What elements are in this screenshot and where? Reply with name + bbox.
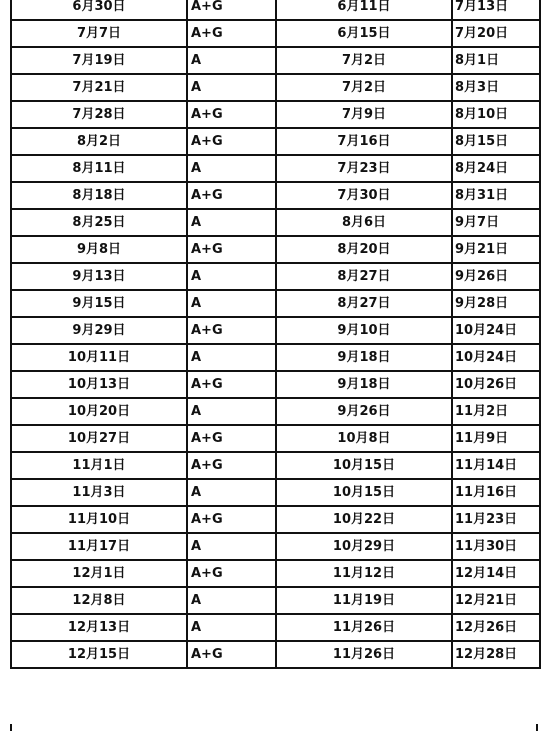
- date-cell-col4: 8月1日: [452, 47, 540, 74]
- type-cell-col2: A+G: [187, 182, 276, 209]
- date-cell-col3: 6月15日: [276, 20, 452, 47]
- date-cell-col3: 9月26日: [276, 398, 452, 425]
- date-cell-col1: 10月11日: [11, 344, 187, 371]
- type-cell-col2: A: [187, 587, 276, 614]
- type-cell-col2: A: [187, 344, 276, 371]
- type-cell-col2: A+G: [187, 560, 276, 587]
- table-row: [11, 263, 540, 290]
- date-cell-col4: 12月14日: [452, 560, 540, 587]
- type-cell-col2: A+G: [187, 20, 276, 47]
- type-cell-col2: A: [187, 209, 276, 236]
- table-row: [11, 74, 540, 101]
- table-row: [11, 101, 540, 128]
- table-row: [11, 533, 540, 560]
- date-cell-col4: 11月14日: [452, 452, 540, 479]
- date-cell-col4: 9月28日: [452, 290, 540, 317]
- date-cell-col3: 7月2日: [276, 74, 452, 101]
- table-row: [11, 560, 540, 587]
- table-row: [11, 344, 540, 371]
- date-cell-col3: 11月19日: [276, 587, 452, 614]
- date-cell-col4: 10月24日: [452, 317, 540, 344]
- type-cell-col2: A+G: [187, 506, 276, 533]
- type-cell-col2: A: [187, 398, 276, 425]
- table-row: [11, 155, 540, 182]
- date-cell-col4: 10月24日: [452, 344, 540, 371]
- type-cell-col2: A: [187, 155, 276, 182]
- date-cell-col4: 7月20日: [452, 20, 540, 47]
- type-cell-col2: A+G: [187, 425, 276, 452]
- type-cell-col2: A+G: [187, 641, 276, 668]
- type-cell-col2: A: [187, 47, 276, 74]
- type-cell-col2: A: [187, 479, 276, 506]
- date-cell-col3: 10月15日: [276, 452, 452, 479]
- date-cell-col1: 8月2日: [11, 128, 187, 155]
- table-row: [11, 182, 540, 209]
- date-cell-col1: 10月27日: [11, 425, 187, 452]
- table-row: [11, 587, 540, 614]
- table-row: [11, 236, 540, 263]
- date-cell-col3: 6月11日: [276, 0, 452, 20]
- date-cell-col4: 10月26日: [452, 371, 540, 398]
- date-cell-col1: 9月15日: [11, 290, 187, 317]
- date-cell-col1: 6月30日: [11, 0, 187, 20]
- date-cell-col4: 8月24日: [452, 155, 540, 182]
- date-cell-col3: 11月12日: [276, 560, 452, 587]
- date-cell-col3: 10月29日: [276, 533, 452, 560]
- table-row: [11, 452, 540, 479]
- date-cell-col1: 8月11日: [11, 155, 187, 182]
- date-cell-col4: 11月30日: [452, 533, 540, 560]
- date-cell-col4: 11月9日: [452, 425, 540, 452]
- date-cell-col1: 12月1日: [11, 560, 187, 587]
- type-cell-col2: A: [187, 614, 276, 641]
- date-cell-col4: 8月3日: [452, 74, 540, 101]
- table-row: [11, 398, 540, 425]
- date-cell-col4: 11月23日: [452, 506, 540, 533]
- type-cell-col2: A+G: [187, 452, 276, 479]
- date-cell-col3: 8月27日: [276, 290, 452, 317]
- date-cell-col3: 8月20日: [276, 236, 452, 263]
- date-cell-col1: 7月7日: [11, 20, 187, 47]
- table-row: [11, 47, 540, 74]
- date-cell-col1: 7月28日: [11, 101, 187, 128]
- date-cell-col3: 9月18日: [276, 371, 452, 398]
- date-cell-col3: 7月16日: [276, 128, 452, 155]
- date-cell-col4: 11月2日: [452, 398, 540, 425]
- table-row: [11, 506, 540, 533]
- date-cell-col3: 11月26日: [276, 641, 452, 668]
- date-cell-col1: 10月13日: [11, 371, 187, 398]
- date-cell-col3: 7月23日: [276, 155, 452, 182]
- date-cell-col4: 11月16日: [452, 479, 540, 506]
- date-cell-col4: 7月13日: [452, 0, 540, 20]
- table-row: [11, 20, 540, 47]
- date-cell-col4: 8月31日: [452, 182, 540, 209]
- date-cell-col1: 11月1日: [11, 452, 187, 479]
- date-cell-col4: 9月7日: [452, 209, 540, 236]
- type-cell-col2: A+G: [187, 101, 276, 128]
- type-cell-col2: A: [187, 290, 276, 317]
- date-cell-col3: 10月15日: [276, 479, 452, 506]
- date-cell-col3: 7月9日: [276, 101, 452, 128]
- type-cell-col2: A: [187, 74, 276, 101]
- date-cell-col3: 8月6日: [276, 209, 452, 236]
- date-cell-col1: 9月8日: [11, 236, 187, 263]
- date-cell-col3: 9月18日: [276, 344, 452, 371]
- table-row: [11, 614, 540, 641]
- date-cell-col1: 8月25日: [11, 209, 187, 236]
- date-cell-col3: 8月27日: [276, 263, 452, 290]
- date-cell-col1: 8月18日: [11, 182, 187, 209]
- type-cell-col2: A+G: [187, 128, 276, 155]
- schedule-table: [10, 0, 541, 669]
- date-cell-col1: 12月15日: [11, 641, 187, 668]
- table-bottom-edge: [10, 724, 538, 731]
- date-cell-col3: 7月2日: [276, 47, 452, 74]
- table-row: [11, 479, 540, 506]
- table-row: [11, 641, 540, 668]
- table-row: [11, 128, 540, 155]
- type-cell-col2: A+G: [187, 371, 276, 398]
- table-row: [11, 371, 540, 398]
- date-cell-col1: 9月29日: [11, 317, 187, 344]
- date-cell-col3: 7月30日: [276, 182, 452, 209]
- table-row: [11, 209, 540, 236]
- schedule-table-body: [11, 0, 540, 668]
- date-cell-col1: 11月3日: [11, 479, 187, 506]
- date-cell-col1: 9月13日: [11, 263, 187, 290]
- date-cell-col4: 9月26日: [452, 263, 540, 290]
- date-cell-col3: 9月10日: [276, 317, 452, 344]
- date-cell-col4: 9月21日: [452, 236, 540, 263]
- date-cell-col1: 11月10日: [11, 506, 187, 533]
- type-cell-col2: A+G: [187, 317, 276, 344]
- date-cell-col4: 8月15日: [452, 128, 540, 155]
- date-cell-col4: 12月28日: [452, 641, 540, 668]
- date-cell-col1: 12月8日: [11, 587, 187, 614]
- type-cell-col2: A+G: [187, 0, 276, 20]
- date-cell-col4: 12月26日: [452, 614, 540, 641]
- date-cell-col1: 10月20日: [11, 398, 187, 425]
- table-row: [11, 0, 540, 20]
- type-cell-col2: A+G: [187, 236, 276, 263]
- table-row: [11, 317, 540, 344]
- date-cell-col1: 12月13日: [11, 614, 187, 641]
- type-cell-col2: A: [187, 533, 276, 560]
- date-cell-col1: 7月21日: [11, 74, 187, 101]
- table-row: [11, 425, 540, 452]
- date-cell-col1: 11月17日: [11, 533, 187, 560]
- date-cell-col4: 12月21日: [452, 587, 540, 614]
- date-cell-col1: 7月19日: [11, 47, 187, 74]
- date-cell-col3: 10月8日: [276, 425, 452, 452]
- date-cell-col4: 8月10日: [452, 101, 540, 128]
- date-cell-col3: 10月22日: [276, 506, 452, 533]
- date-cell-col3: 11月26日: [276, 614, 452, 641]
- table-row: [11, 290, 540, 317]
- type-cell-col2: A: [187, 263, 276, 290]
